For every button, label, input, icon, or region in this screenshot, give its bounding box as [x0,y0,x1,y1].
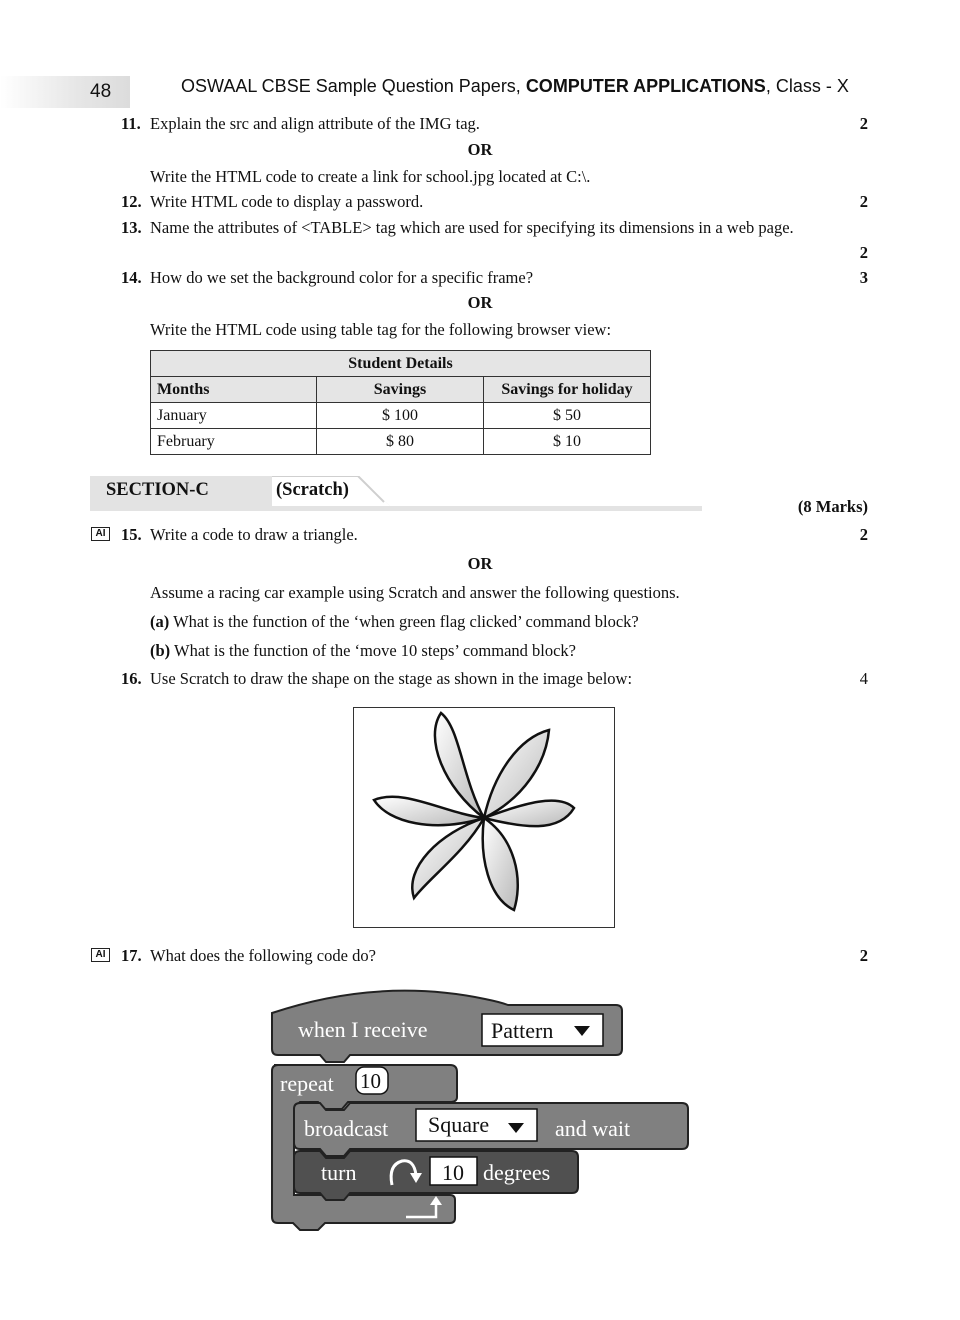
q12-text: Write HTML code to display a password. [150,192,424,211]
q13-text: Name the attributes of <TABLE> tag which are used for specifying its dimensions in a web page. [150,218,794,237]
q14-alt-text: Write the HTML code using table tag for the following browser view: [150,320,612,339]
petal [412,818,484,898]
petal [435,713,484,818]
table-header-months: Months [151,377,317,403]
q15-part-a [150,612,639,632]
q12-number: 12. [121,192,142,211]
q11-text: Explain the src and align attribute of the IMG tag. [150,114,480,133]
broadcast-suffix: and wait [555,1116,631,1141]
q13-marks: 2 [859,243,868,262]
section-marks: (8 Marks) [797,497,868,516]
header-subject: COMPUTER APPLICATIONS [525,76,766,96]
broadcast-dropdown-value: Square [428,1112,490,1137]
q16-text: Use Scratch to draw the shape on the stage as shown in the image below: [150,669,633,688]
q17-number: 17. [121,946,142,965]
ai-badge-icon: AI [91,948,110,962]
page-number: 48 [90,81,112,102]
section-sub-label: (Scratch) [276,480,349,500]
q17-text: What does the following code do? [150,946,376,965]
q15-b-label: (b) [150,641,171,660]
q15-a-text: What is the function of the ‘when green flag clicked’ command block? [169,612,639,631]
petal [483,818,518,910]
flower-figure [353,707,615,928]
broadcast-label: broadcast [304,1116,389,1141]
table-cell: $ 50 [484,403,651,429]
table-header-holiday: Savings for holiday [484,377,651,403]
hat-dropdown-value: Pattern [491,1018,554,1043]
petals [374,713,574,910]
q17-marks: 2 [859,946,868,965]
table-cell: January [151,403,317,429]
header-suffix: , Class - X [765,76,849,96]
q15-text: Write a code to draw a triangle. [150,525,358,544]
q15-a-label: (a) [150,612,170,631]
q16-number: 16. [121,669,142,688]
turn-label: turn [321,1160,357,1185]
ai-badge-icon: AI [91,527,110,541]
table-row [151,429,651,455]
table-title: Student Details [151,351,651,377]
table-cell: February [151,429,317,455]
student-details-table [150,350,651,455]
q13-number: 13. [121,218,142,237]
q15-marks: 2 [859,525,868,544]
q14-marks: 3 [859,268,868,287]
turn-suffix: degrees [483,1160,551,1185]
table-cell: $ 10 [484,429,651,455]
turn-degrees-value: 10 [442,1160,464,1185]
q11-number: 11. [121,114,141,133]
table-header-savings: Savings [317,377,484,403]
repeat-label: repeat [280,1071,334,1096]
q15-or: OR [467,554,493,573]
q14-text: How do we set the background color for a specific frame? [150,268,534,287]
table-cell: $ 80 [317,429,484,455]
q14-number: 14. [121,268,142,287]
flower-drawing [354,708,614,927]
repeat-count-value: 10 [360,1069,381,1093]
q15-number: 15. [121,525,142,544]
scratch-code-figure [260,985,700,1245]
running-header [181,76,849,97]
section-label: SECTION-C [106,480,209,500]
q15-b-text: What is the function of the ‘move 10 steps’ command block? [170,641,577,660]
hat-label: when I receive [298,1017,428,1042]
header-prefix: OSWAAL CBSE Sample Question Papers, [181,76,526,96]
q14-or: OR [467,293,493,312]
q15-alt-text: Assume a racing car example using Scratch and answer the following questions. [150,583,680,602]
table-cell: $ 100 [317,403,484,429]
q11-alt-text: Write the HTML code to create a link for school.jpg located at C:\. [150,167,591,186]
q16-marks: 4 [859,669,868,688]
q11-or: OR [467,140,493,159]
q11-marks: 2 [859,114,868,133]
q12-marks: 2 [859,192,868,211]
table-row [151,403,651,429]
q15-part-b [150,641,576,661]
